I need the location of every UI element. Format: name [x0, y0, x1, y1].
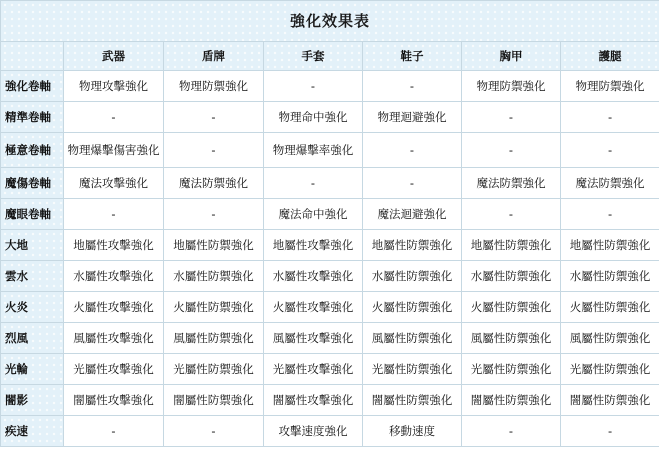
row-header: 闇影	[1, 385, 64, 416]
row-header: 極意卷軸	[1, 133, 64, 168]
table-cell: 光屬性防禦強化	[561, 354, 659, 385]
table-cell: -	[561, 199, 659, 230]
column-header-shoes: 鞋子	[363, 42, 462, 71]
table-cell: -	[164, 199, 264, 230]
table-row	[1, 416, 659, 447]
table-cell: 火屬性攻擊強化	[64, 292, 164, 323]
table-cell: 風屬性防禦強化	[561, 323, 659, 354]
table-cell: 移動速度	[363, 416, 462, 447]
table-cell: 地屬性攻擊強化	[264, 230, 363, 261]
table-cell: 火屬性防禦強化	[462, 292, 561, 323]
table-cell: 闇屬性攻擊強化	[64, 385, 164, 416]
table-cell: 光屬性防禦強化	[462, 354, 561, 385]
table-cell: 地屬性防禦強化	[462, 230, 561, 261]
table-cell: 火屬性防禦強化	[164, 292, 264, 323]
table-cell: -	[64, 199, 164, 230]
table-cell: 火屬性防禦強化	[561, 292, 659, 323]
table-cell: 水屬性攻擊強化	[264, 261, 363, 292]
table-cell: 闇屬性防禦強化	[561, 385, 659, 416]
table-title: 強化效果表	[1, 1, 659, 42]
table-row	[1, 102, 659, 133]
row-header: 雲水	[1, 261, 64, 292]
table-row	[1, 323, 659, 354]
table-cell: 風屬性防禦強化	[363, 323, 462, 354]
table-cell: 地屬性攻擊強化	[64, 230, 164, 261]
table-cell: -	[561, 102, 659, 133]
row-header: 火炎	[1, 292, 64, 323]
table-row	[1, 385, 659, 416]
table-cell: 物理爆擊率強化	[264, 133, 363, 168]
table-cell: 物理爆擊傷害強化	[64, 133, 164, 168]
table-cell: 魔法防禦強化	[561, 168, 659, 199]
table-cell: 物理攻擊強化	[64, 71, 164, 102]
table-cell: -	[462, 416, 561, 447]
table-cell: 物理防禦強化	[164, 71, 264, 102]
column-header-weapon: 武器	[64, 42, 164, 71]
table-cell: 闇屬性防禦強化	[462, 385, 561, 416]
row-header: 烈風	[1, 323, 64, 354]
table-cell: 地屬性防禦強化	[363, 230, 462, 261]
table-cell: 光屬性防禦強化	[164, 354, 264, 385]
table-cell: 水屬性防禦強化	[164, 261, 264, 292]
table-row	[1, 199, 659, 230]
table-cell: 物理防禦強化	[462, 71, 561, 102]
row-header: 魔傷卷軸	[1, 168, 64, 199]
column-header-shield: 盾牌	[164, 42, 264, 71]
table-cell: 闇屬性防禦強化	[363, 385, 462, 416]
table-row	[1, 133, 659, 168]
table-row	[1, 261, 659, 292]
table-cell: 風屬性防禦強化	[462, 323, 561, 354]
table-cell: 光屬性防禦強化	[363, 354, 462, 385]
table-cell: -	[363, 71, 462, 102]
table-cell: 風屬性攻擊強化	[64, 323, 164, 354]
table-cell: -	[462, 199, 561, 230]
row-header: 強化卷軸	[1, 71, 64, 102]
table-cell: 水屬性防禦強化	[561, 261, 659, 292]
table-cell: -	[462, 102, 561, 133]
table-cell: 物理迴避強化	[363, 102, 462, 133]
table-cell: 風屬性攻擊強化	[264, 323, 363, 354]
table-cell: -	[164, 102, 264, 133]
table-cell: 魔法迴避強化	[363, 199, 462, 230]
table-cell: 風屬性防禦強化	[164, 323, 264, 354]
column-header-legs: 護腿	[561, 42, 659, 71]
table-cell: -	[264, 168, 363, 199]
table-cell: -	[64, 416, 164, 447]
table-row	[1, 292, 659, 323]
table-cell: 魔法攻擊強化	[64, 168, 164, 199]
row-header: 疾速	[1, 416, 64, 447]
table-cell: 物理防禦強化	[561, 71, 659, 102]
table-cell: 水屬性攻擊強化	[64, 261, 164, 292]
table-cell: 魔法防禦強化	[462, 168, 561, 199]
table-row	[1, 354, 659, 385]
table-cell: 魔法命中強化	[264, 199, 363, 230]
table-cell: 魔法防禦強化	[164, 168, 264, 199]
table-cell: -	[164, 133, 264, 168]
table-cell: 地屬性防禦強化	[164, 230, 264, 261]
row-header: 精準卷軸	[1, 102, 64, 133]
row-header: 大地	[1, 230, 64, 261]
table-cell: -	[64, 102, 164, 133]
row-header: 魔眼卷軸	[1, 199, 64, 230]
table-cell: 水屬性防禦強化	[462, 261, 561, 292]
column-header-chest: 胸甲	[462, 42, 561, 71]
table-cell: 物理命中強化	[264, 102, 363, 133]
column-header-gloves: 手套	[264, 42, 363, 71]
table-cell: -	[264, 71, 363, 102]
table-cell: -	[363, 133, 462, 168]
column-header-corner	[1, 42, 64, 71]
table-cell: -	[561, 133, 659, 168]
table-cell: 地屬性防禦強化	[561, 230, 659, 261]
table-cell: 光屬性攻擊強化	[64, 354, 164, 385]
row-header: 光輪	[1, 354, 64, 385]
table-cell: 攻擊速度強化	[264, 416, 363, 447]
table-cell: -	[164, 416, 264, 447]
table-row	[1, 71, 659, 102]
table-cell: -	[561, 416, 659, 447]
table-cell: -	[462, 133, 561, 168]
table-row	[1, 168, 659, 199]
table-cell: 光屬性攻擊強化	[264, 354, 363, 385]
table-cell: -	[363, 168, 462, 199]
table-cell: 水屬性防禦強化	[363, 261, 462, 292]
table-cell: 闇屬性攻擊強化	[264, 385, 363, 416]
table-cell: 闇屬性防禦強化	[164, 385, 264, 416]
table-cell: 火屬性攻擊強化	[264, 292, 363, 323]
column-header-row	[1, 42, 659, 71]
table-cell: 火屬性防禦強化	[363, 292, 462, 323]
table-row	[1, 230, 659, 261]
